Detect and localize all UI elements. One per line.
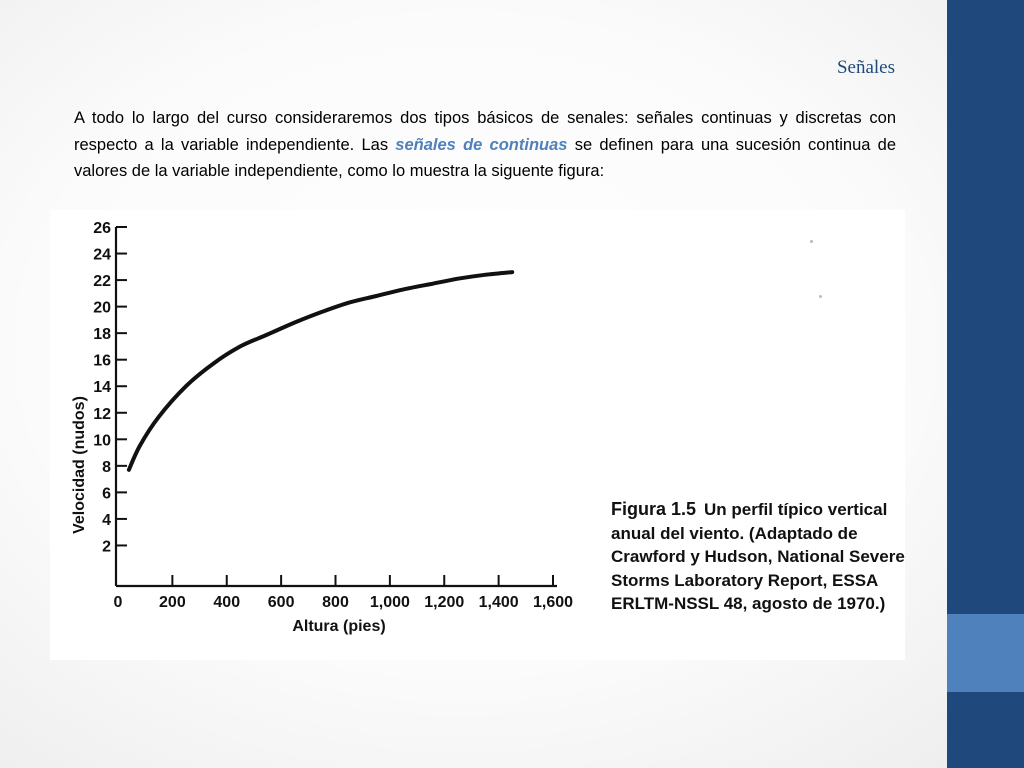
y-tick-label: 20 — [93, 299, 111, 317]
y-tick-label: 22 — [93, 273, 111, 291]
x-tick-label: 1,000 — [369, 594, 410, 611]
paragraph-text-start: A todo lo largo del curso consideraremos dos tipos básicos de senales: señales continuas y discretas con respecto a la variable independiente. Las — [74, 109, 896, 154]
highlighted-term: señales de continuas — [395, 135, 568, 154]
x-tick-label: 600 — [267, 594, 295, 611]
wind-profile-chart — [50, 210, 610, 660]
series-line-1 — [129, 272, 512, 470]
slide-title: Señales — [836, 57, 895, 78]
y-tick-label: 10 — [93, 432, 111, 450]
y-tick-label: 16 — [93, 352, 111, 370]
x-axis-label: Altura (pies) — [292, 618, 386, 635]
y-axis — [93, 220, 127, 586]
x-tick-label: 800 — [322, 594, 349, 611]
x-tick-label: 200 — [159, 594, 186, 611]
y-tick-label: 14 — [93, 379, 111, 397]
paragraph-text-end: se definen para una sucesión continua de valores de la variable independiente, como lo muestra la siguente figura: — [74, 135, 896, 180]
x-tick-label: 1,600 — [532, 594, 574, 611]
caption-label: Figura 1.5 — [611, 499, 697, 519]
y-tick-label: 2 — [102, 538, 111, 556]
y-tick-label: 12 — [93, 405, 111, 423]
y-tick-label: 6 — [102, 485, 111, 503]
y-axis-label: Velocidad (nudos) — [71, 396, 88, 534]
series — [129, 272, 512, 470]
figure-caption — [611, 498, 911, 616]
body-paragraph — [74, 105, 896, 185]
y-tick-label: 18 — [93, 326, 111, 344]
x-tick-label: 400 — [213, 594, 241, 611]
dust-speck — [819, 295, 822, 298]
caption-text: Un perfil típico vertical anual del viento. (Adaptado de Crawford y Hudson, National Severe Storms Laboratory Report, ESSA ERLTM-NSSL 48, agosto de 1970.) — [611, 500, 905, 613]
x-tick-label: 1,400 — [478, 594, 519, 611]
y-tick-label: 4 — [102, 511, 111, 529]
x-tick-label: 0 — [113, 594, 123, 611]
sidebar-accent-block — [947, 614, 1024, 692]
x-axis — [114, 575, 574, 611]
y-tick-label: 24 — [93, 246, 111, 264]
y-tick-label: 26 — [93, 220, 111, 237]
y-tick-label: 8 — [102, 458, 111, 476]
dust-speck — [810, 240, 813, 243]
x-tick-label: 1,200 — [424, 594, 465, 611]
